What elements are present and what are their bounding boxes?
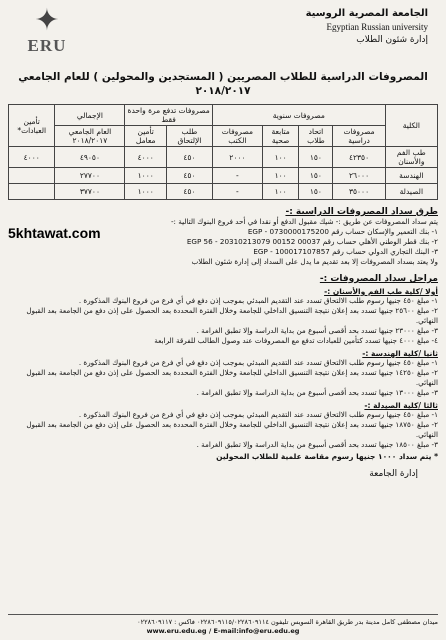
- th-books: مصروفات الكتب: [212, 126, 262, 147]
- engineering-title: ثانيا /كلية الهندسة :-: [362, 349, 438, 358]
- letterhead: [8, 0, 438, 70]
- payment-methods-title: طرق سداد المصروفات الدراسية :-: [285, 207, 438, 217]
- pharmacy-line: ٢- مبلغ ١٨٧٥٠ جنيها تسدد بعد إعلان نتيجة التنسيق الداخلي للجامعة وخلال الفترة المحددة بعد الحصول على إذن دفع من الجامعة بعد القبول النهائي.: [26, 420, 438, 439]
- dental-title: أولا /كلية طب الفم والأسنان :-: [324, 287, 438, 296]
- cell-health: ١٠٠: [262, 168, 299, 184]
- university-logo: [18, 3, 76, 64]
- logo-text: ERU: [27, 36, 67, 55]
- payment-line: ٢- بنك قطر الوطني الأهلي حساب رقم EGP 56 - 20310213079 00152 00037: [186, 237, 438, 246]
- cell-total: ٣٧٧٠٠: [55, 184, 125, 200]
- payment-line: يتم سداد المصروفات عن طريق :- شيك مقبول الدفع أو نقدا في أحد فروع البنوك التالية :-: [170, 217, 438, 226]
- footer-web: www.eru.edu.eg / E-mail:info@eru.edu.eg: [146, 627, 300, 635]
- star-icon: ✦: [34, 3, 60, 38]
- cell-college: الهندسة: [385, 168, 437, 184]
- cell-union: ١٥٠: [299, 147, 333, 168]
- th-total-group: الإجمالي: [55, 105, 125, 126]
- department-name: إدارة شئون الطلاب: [356, 35, 428, 45]
- th-union: اتحاد طلاب: [299, 126, 333, 147]
- cell-enrollment: ٤٥٠: [167, 168, 213, 184]
- signature: إدارة الجامعة: [369, 469, 418, 479]
- dental-line: ٤- مبلغ ٤٠٠٠ جنيها تسدد كتأمين للعبادات تدفع مع المصروفات عند وصول الطالب للفرقة الرابعة: [154, 336, 438, 345]
- dental-line: ٣- مبلغ ٢٣٠٠٠ جنيها تسدد بحد أقصى أسبوع من بداية الدراسة وإلا تطبق الغرامة .: [196, 326, 438, 335]
- payment-line: ١- بنك التعمير والإسكان حساب رقم EGP - 0730000175200: [247, 227, 438, 236]
- transfer-note: * يتم سداد ١٠٠٠ جنيها رسوم مقاصة علمية للطلاب المحولين: [216, 452, 438, 461]
- payment-line: ٣- البنك التجاري الدولي حساب رقم EGP - 100017107857: [253, 247, 438, 256]
- th-college: الكلية: [385, 105, 437, 147]
- pharmacy-title: ثالثا /كلية الصيدلة :-: [364, 401, 438, 410]
- title-line-2: ٢٠١٨/٢٠١٧: [195, 85, 251, 97]
- cell-total: ٤٩٠٥٠: [55, 147, 125, 168]
- cell-books: -: [212, 184, 262, 200]
- engineering-line: ٢- مبلغ ١٤٢٥٠ جنيها تسدد بعد إعلان نتيجة التنسيق الداخلي للجامعة وخلال الفترة المحددة بعد الحصول على إذن دفع من الجامعة بعد القبول النهائي.: [26, 368, 438, 387]
- cell-college: طب الفم والأسنان: [385, 147, 437, 168]
- page-title: [8, 70, 438, 98]
- cell-union: ١٥٠: [299, 184, 333, 200]
- table-row: [9, 147, 438, 168]
- th-total-year: العام الجامعي ٢٠١٨/٢٠١٧: [55, 126, 125, 147]
- cell-enrollment: ٤٥٠: [167, 184, 213, 200]
- fees-table: [8, 104, 438, 200]
- engineering-line: ٣- مبلغ ١٣٠٠٠ جنيها تسدد بحد أقصى أسبوع من بداية الدراسة وإلا تطبق الغرامة .: [196, 388, 438, 397]
- payment-line: ولا يعتد بسداد المصروفات إلا بعد تقديم ما يدل على السداد إلى إدارة شئون الطلاب: [191, 257, 438, 266]
- cell-lab-insurance: ١٠٠٠: [125, 168, 167, 184]
- cell-tuition: ٢٦٠٠٠: [333, 168, 385, 184]
- university-block: [306, 8, 428, 45]
- pharmacy-line: ٣- مبلغ ١٨٥٠٠ جنيها تسدد بحد أقصى أسبوع من بداية الدراسة وإلا تطبق الغرامة .: [196, 440, 438, 449]
- cell-health: ١٠٠: [262, 184, 299, 200]
- cell-books: -: [212, 168, 262, 184]
- th-once-group: مصروفات تدفع مرة واحدة فقط: [125, 105, 212, 126]
- footer: [8, 614, 438, 636]
- th-enrollment: طلب الإلتحاق: [167, 126, 213, 147]
- dental-line: ١- مبلغ ٤٥٠ جنيها رسوم طلب الالتحاق تسدد عند التقديم المبدئي بموجب إذن دفع في أي فرع من فروع البنوك المذكورة .: [78, 296, 438, 305]
- cell-worship: [9, 184, 55, 200]
- stages-title: مراحل سداد المصروفات :-: [319, 274, 438, 284]
- th-worship-insurance: تأمين العبادات*: [9, 105, 55, 147]
- cell-lab-insurance: ٤٠٠٠: [125, 147, 167, 168]
- table-row: [9, 168, 438, 184]
- engineering-line: ١- مبلغ ٤٥٠ جنيها رسوم طلب الالتحاق تسدد عند التقديم المبدئي بموجب إذن دفع في أي فرع من فروع البنوك المذكورة .: [78, 358, 438, 367]
- cell-enrollment: ٤٥٠: [167, 147, 213, 168]
- cell-worship: ٤٠٠٠: [9, 147, 55, 168]
- cell-college: الصيدلة: [385, 184, 437, 200]
- title-line-1: المصروفات الدراسية للطلاب المصريين ( المستجدين والمحولين ) للعام الجامعي: [18, 71, 428, 83]
- table-row: [9, 184, 438, 200]
- cell-tuition: ٤٢٣٥٠: [333, 147, 385, 168]
- th-health: متابعة صحية: [262, 126, 299, 147]
- cell-total: ٢٧٧٠٠: [55, 168, 125, 184]
- university-name-ar: الجامعة المصرية الروسية: [305, 8, 428, 19]
- cell-books: ٢٠٠٠: [212, 147, 262, 168]
- dental-line: ٢- مبلغ ٢٥٦٠٠ جنيها تسدد بعد إعلان نتيجة التنسيق الداخلي للجامعة وخلال الفترة المحددة بعد الحصول على إذن دفع من الجامعة بعد القبول النهائي.: [26, 306, 438, 325]
- th-lab-insurance: تأمين معامل: [125, 126, 167, 147]
- cell-union: ١٥٠: [299, 168, 333, 184]
- pharmacy-line: ١- مبلغ ٤٥٠ جنيها رسوم طلب الالتحاق تسدد عند التقديم المبدئي بموجب إذن دفع في أي فرع من فروع البنوك المذكورة .: [78, 410, 438, 419]
- cell-tuition: ٣٥٠٠٠: [333, 184, 385, 200]
- watermark: 5khtawat.com: [8, 225, 101, 241]
- footer-address: ميدان مصطفى كامل مدينة بدر طريق القاهرة السويس تليفون ٠٢٢٨٦٠٩١١٥/٠٢٢٨٦٠٩١١٤ فاكس : ٠٢٢٨٦٠٩١١٧: [137, 618, 438, 626]
- cell-health: ١٠٠: [262, 147, 299, 168]
- cell-worship: [9, 168, 55, 184]
- cell-lab-insurance: ١٠٠٠: [125, 184, 167, 200]
- university-name-en: Egyptian Russian university: [326, 22, 428, 32]
- th-annual-group: مصروفات سنوية: [212, 105, 385, 126]
- th-tuition: مصروفات دراسية: [333, 126, 385, 147]
